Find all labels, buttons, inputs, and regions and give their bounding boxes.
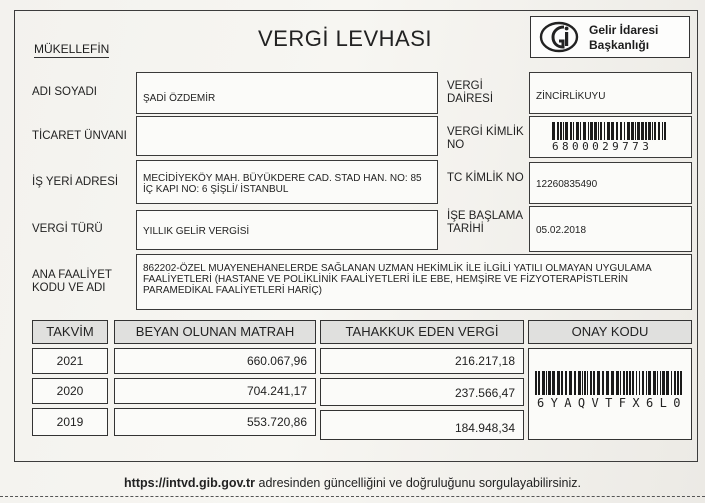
row-vergi: 216.217,18 [320, 348, 524, 374]
ana-faaliyet-label-1: ANA FAALİYET [32, 269, 112, 281]
vergi-kimlik-no-label-1: VERGİ KİMLİK [447, 126, 524, 138]
mukellefin-label: MÜKELLEFİN [34, 42, 110, 56]
is-yeri-adresi-field [136, 160, 438, 204]
vergi-kimlik-no-field [529, 116, 692, 158]
vergi-dairesi-value: ZİNCİRLİKUYU [536, 91, 606, 102]
verification-url[interactable]: https://intvd.gib.gov.tr [124, 476, 256, 490]
row-year: 2021 [32, 348, 108, 374]
ticaret-unvani-label: TİCARET ÜNVANI [32, 130, 127, 142]
vergi-dairesi-label-1: VERGİ [447, 80, 483, 92]
ana-faaliyet-field [136, 254, 692, 310]
adi-soyadi-value: ŞADİ ÖZDEMİR [143, 93, 216, 104]
vergi-turu-label: VERGİ TÜRÜ [32, 223, 103, 235]
row-matrah: 553.720,86 [114, 408, 316, 436]
ise-baslama-field [529, 206, 692, 252]
ise-baslama-label-2: TARİHİ [447, 223, 484, 235]
adi-soyadi-field [136, 72, 438, 114]
ana-faaliyet-value: 862202-ÖZEL MUAYENEHANELERDE SAĞLANAN UZMAN HEKİMLİK İLE İLGİLİ YATILI OLMAYAN UYGULAMA FAALİYETLERİ (HASTANE VE POLİKLİNİK FAALİYETLERİ İLE EBE, HEMŞİRE VE FİZYOTERAPİSTLERİN PARAMEDİKAL FAALİYETLERİ HARİÇ) [143, 263, 652, 296]
page-title: VERGİ LEVHASI [258, 26, 433, 51]
vergi-turu-value: YILLIK GELİR VERGİSİ [143, 226, 250, 237]
onay-kodu-value: 6YAQVTFX6L0 [537, 396, 687, 410]
vkn-barcode [552, 122, 668, 140]
row-vergi: 184.948,34 [320, 410, 524, 440]
tc-kimlik-no-field [529, 162, 692, 204]
vergi-dairesi-field [529, 72, 692, 114]
cut-line [0, 496, 705, 497]
ana-faaliyet-label-2: KODU VE ADI [32, 282, 106, 294]
onay-kodu-box [528, 348, 692, 440]
row-vergi: 237.566,47 [320, 378, 524, 406]
gib-emblem-icon [539, 21, 579, 53]
gib-logo [530, 16, 690, 58]
ise-baslama-value: 05.02.2018 [536, 225, 587, 236]
vergi-turu-field [136, 210, 438, 250]
logo-line2: Başkanlığı [589, 38, 650, 52]
is-yeri-adresi-value: MECİDİYEKÖY MAH. BÜYÜKDERE CAD. STAD HAN. NO: 85 İÇ KAPI NO: 6 ŞİŞLİ/ İSTANBUL [143, 173, 422, 195]
verification-text: adresinden güncelliğini ve doğruluğunu sorgulayabilirsiniz. [255, 476, 581, 490]
row-matrah: 704.241,17 [114, 378, 316, 404]
verification-note [0, 476, 705, 490]
is-yeri-adresi-label: İŞ YERİ ADRESİ [32, 176, 119, 188]
vergi-kimlik-no-value: 6800029773 [552, 140, 653, 153]
logo-line1: Gelir İdaresi [589, 23, 659, 37]
vergi-kimlik-no-label-2: NO [447, 139, 465, 151]
header-vergi: TAHAKKUK EDEN VERGİ [320, 320, 524, 344]
row-year: 2020 [32, 378, 108, 404]
adi-soyadi-label: ADI SOYADI [32, 86, 97, 98]
tc-kimlik-no-label: TC KİMLİK NO [447, 172, 524, 184]
header-matrah: BEYAN OLUNAN MATRAH [114, 320, 316, 344]
onay-barcode [535, 371, 685, 395]
header-onay-kodu: ONAY KODU [528, 320, 692, 344]
tc-kimlik-no-value: 12260835490 [536, 179, 598, 190]
ticaret-unvani-field [136, 116, 438, 156]
ise-baslama-label-1: İŞE BAŞLAMA [447, 210, 524, 222]
row-matrah: 660.067,96 [114, 348, 316, 374]
row-year: 2019 [32, 408, 108, 436]
header-takvim: TAKVİM [32, 320, 108, 344]
vergi-dairesi-label-2: DAİRESİ [447, 93, 494, 105]
